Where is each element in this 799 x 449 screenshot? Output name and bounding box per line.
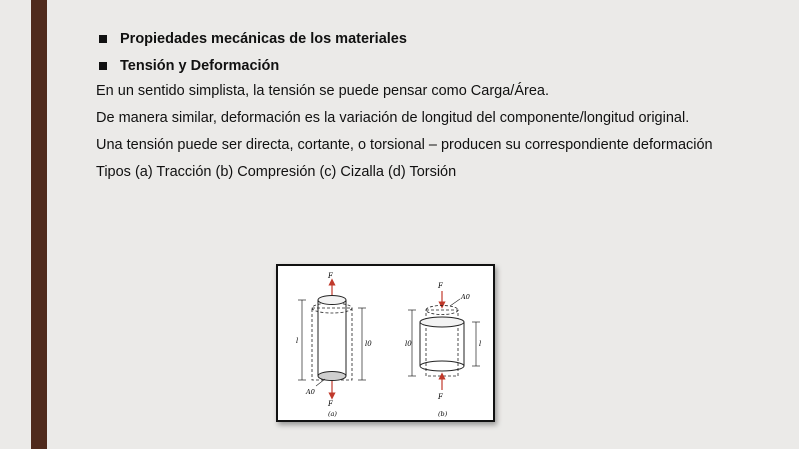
bullet-item: [96, 28, 714, 50]
area-label: A0: [306, 388, 315, 396]
force-label: F: [438, 282, 443, 290]
square-bullet-icon: [99, 35, 107, 43]
length-label: l: [479, 340, 482, 348]
force-label: F: [328, 400, 333, 408]
force-label: F: [438, 393, 443, 401]
square-bullet-icon: [99, 62, 107, 70]
force-label: F: [328, 272, 333, 280]
compression-cylinder: [405, 282, 481, 418]
slide-content: [96, 28, 714, 190]
original-length-label: l0: [405, 340, 412, 348]
area-label: A0: [461, 293, 470, 301]
accent-bar: [31, 0, 47, 449]
bullet-text: Propiedades mecánicas de los materiales: [120, 31, 407, 47]
paragraph: En un sentido simplista, la tensión se puede pensar como Carga/Área.: [96, 83, 549, 99]
caption-a: (a): [328, 410, 337, 418]
deformation-figure: [276, 264, 495, 422]
tension-cylinder: [296, 272, 372, 418]
bullet-text: Tensión y Deformación: [120, 58, 280, 74]
paragraph: Una tensión puede ser directa, cortante, o torsional – producen su correspondiente deformación: [96, 137, 713, 153]
bullet-item: [96, 55, 714, 77]
caption-b: (b): [438, 410, 448, 418]
paragraph: Tipos (a) Tracción (b) Compresión (c) Cizalla (d) Torsión: [96, 164, 457, 180]
paragraph: De manera similar, deformación es la variación de longitud del componente/longitud original.: [96, 110, 690, 126]
length-label: l: [296, 337, 299, 345]
original-length-label: l0: [365, 340, 372, 348]
